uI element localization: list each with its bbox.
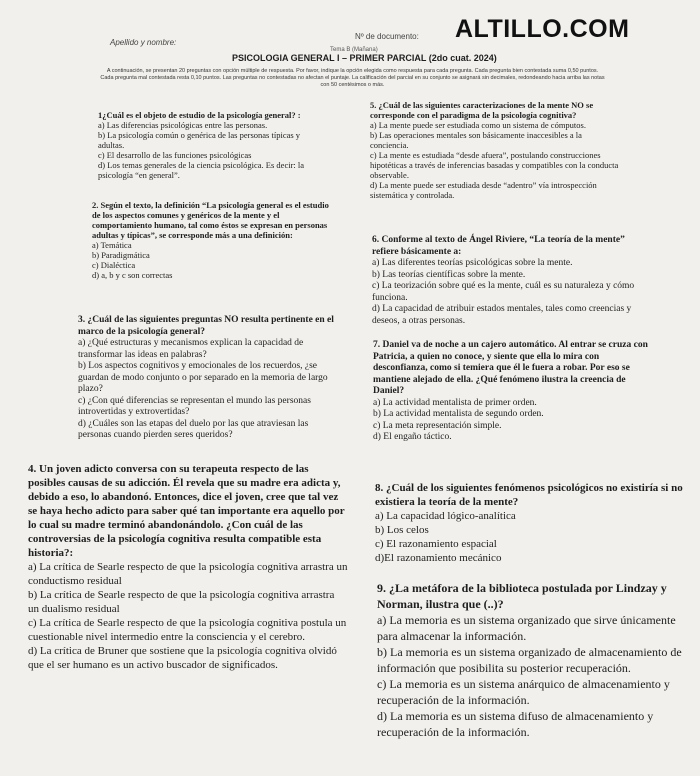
question-3	[78, 315, 340, 442]
question-text: 6. Conforme al texto de Ángel Riviere, “La teoría de la mente” refiere básicamente a:	[372, 235, 625, 257]
question-9	[377, 580, 695, 740]
option-b: b) Los celos	[375, 524, 429, 536]
question-text: 3. ¿Cuál de las siguientes preguntas NO resulta pertinente en el marco de la psicología general?	[78, 315, 334, 337]
option-a: a) La crítica de Searle respecto de que la psicología cognitiva arrastra un conductismo residual	[28, 561, 348, 587]
question-text: 8. ¿Cuál de los siguientes fenómenos psicológicos no existiría si no existiera la teoría de la mente?	[375, 482, 683, 508]
option-c: c) La teorización sobre qué es la mente, cuál es su naturaleza y cómo funciona.	[372, 281, 635, 303]
option-a: a) La memoria es un sistema organizado que sirve únicamente para almacenar la información.	[377, 613, 676, 643]
option-c: c) La meta representación simple.	[373, 420, 502, 431]
option-d: d)El razonamiento mecánico	[375, 552, 502, 564]
option-d: d) La memoria es un sistema difuso de almacenamiento y recuperación de la información.	[377, 709, 654, 739]
option-b: b) La actividad mentalista de segundo orden.	[373, 409, 544, 419]
question-text: 7. Daniel va de noche a un cajero automático. Al entrar se cruza con Patricia, a quien no conoce, y siente que ella lo mira con desconfianza, como si temiera que él le fuera a robar. Por eso se mantiene alejado de ella. ¿Qué fenómeno ilustra la creencia de Daniel?	[373, 340, 648, 396]
question-7	[373, 340, 655, 444]
option-c: c) El desarrollo de las funciones psicológicas	[98, 150, 252, 160]
name-field-label: Apellido y nombre:	[110, 38, 177, 47]
option-b: b) Paradigmática	[92, 250, 150, 260]
option-d: d) a, b y c son correctas	[92, 270, 173, 280]
question-text: 1¿Cuál es el objeto de estudio de la psicología general? :	[98, 110, 301, 120]
option-b: b) Las teorías científicas sobre la mente.	[372, 269, 526, 280]
option-d: d) La mente puede ser estudiada desde “adentro” vía introspección sistemática y controlada.	[370, 180, 597, 200]
option-c: c) La crítica de Searle respecto de que la psicología cognitiva postula un cuestionable nivel intermedio entre la consciencia y el cerebro.	[28, 617, 347, 643]
option-d: d) La crítica de Bruner que sostiene que la psicología cognitiva olvidó que el ser humano es un activo buscador de significados.	[28, 645, 337, 671]
option-a: a) ¿Qué estructuras y mecanismos explican la capacidad de transformar las ideas en palabras?	[78, 338, 304, 360]
option-a: a) Las diferencias psicológicas entre las personas.	[98, 120, 268, 130]
brand-watermark: ALTILLO.COM	[455, 15, 630, 43]
question-2	[92, 200, 337, 280]
document-number-label: Nº de documento:	[355, 32, 419, 41]
option-b: b) La crítica de Searle respecto de que la psicología cognitiva arrastra un dualismo residual	[28, 589, 335, 615]
option-c: c) La mente es estudiada “desde afuera”, postulando construcciones hipotéticas a través de inferencias basadas y compatibles con la conducta observable.	[370, 150, 619, 180]
option-c: c) ¿Con qué diferencias se representan el mundo las personas introvertidas y extrovertidas?	[78, 395, 311, 417]
option-d: d) ¿Cuáles son las etapas del duelo por las que atraviesan las personas cuando pierden seres queridos?	[78, 418, 309, 440]
option-d: d) El engaño táctico.	[373, 432, 452, 442]
option-c: c) El razonamiento espacial	[375, 538, 497, 550]
option-c: c) La memoria es un sistema anárquico de almacenamiento y recuperación de la información.	[377, 677, 670, 707]
question-text: 2. Según el texto, la definición “La psicología general es el estudio de los aspectos comunes y genéricos de la mente y el comportamiento humano, tal como éstos se expresan en personas adultas y típicas”, se corresponde más a una definición:	[92, 200, 329, 240]
option-c: c) Dialéctica	[92, 260, 136, 270]
question-text: 5. ¿Cuál de las siguientes caracterizaciones de la mente NO se corresponde con el paradigma de la psicología cognitiva?	[370, 100, 594, 120]
option-b: b) Los aspectos cognitivos y emocionales de los recuerdos, ¿se guardan de modo conjunto o por separado en la memoria de largo plazo?	[78, 361, 328, 394]
question-text: 4. Un joven adicto conversa con su terapeuta respecto de las posibles causas de su adicción. Él revela que su madre era adicta y, debido a eso, lo abandonó. Entonces, dice el joven, cree que tal vez se haya hecho adicto para saber qué tan importante era aquello por lo cual su madre terminó abandonándolo. ¿Con cuál de las controversias de la psicología cognitiva resulta compatible esta historia?:	[28, 463, 345, 559]
exam-version: Tema B (Mañana)	[330, 47, 378, 53]
option-a: a) Las diferentes teorías psicológicas sobre la mente.	[372, 258, 573, 268]
option-a: a) La mente puede ser estudiada como un sistema de cómputos.	[370, 120, 586, 130]
option-a: a) La actividad mentalista de primer orden.	[373, 397, 537, 408]
question-4	[28, 462, 348, 672]
question-8	[375, 481, 690, 565]
option-d: d) Los temas generales de la ciencia psicológica. Es decir: la psicología “en general”.	[98, 160, 305, 180]
exam-title: PSICOLOGIA GENERAL I – PRIMER PARCIAL (2do cuat. 2024)	[232, 53, 497, 63]
option-d: d) La capacidad de atribuir estados mentales, tales como creencias y deseos, a otras personas.	[372, 304, 632, 326]
question-6	[372, 235, 642, 327]
question-5	[370, 100, 620, 200]
exam-instructions: A continuación, se presentan 20 preguntas con opción múltiple de respuesta. Por favor, indique la opción elegida como respuesta para cada pregunta. Cada pregunta bien contestada suma 0,50 puntos. Cada pregunta mal contestada resta 0,10 puntos. Las preguntas no contestadas no afectan el puntaje. La calificación del parcial en su conjunto se asignará sin decimales, redondeando hacia arriba las notas con 50 centésimos o más.	[100, 68, 605, 88]
option-b: b) Las operaciones mentales son básicamente inaccesibles a la conciencia.	[370, 130, 582, 150]
option-b: b) La memoria es un sistema organizado de almacenamiento de información que posibilita su posterior recuperación.	[377, 645, 682, 675]
question-text: 9. ¿La metáfora de la biblioteca postulada por Lindzay y Norman, ilustra que (..)?	[377, 581, 667, 611]
option-b: b) La psicología común o genérica de las personas típicas y adultas.	[98, 130, 301, 150]
question-1	[98, 110, 328, 180]
option-a: a) La capacidad lógico-analítica	[375, 510, 516, 522]
option-a: a) Temática	[92, 240, 132, 250]
